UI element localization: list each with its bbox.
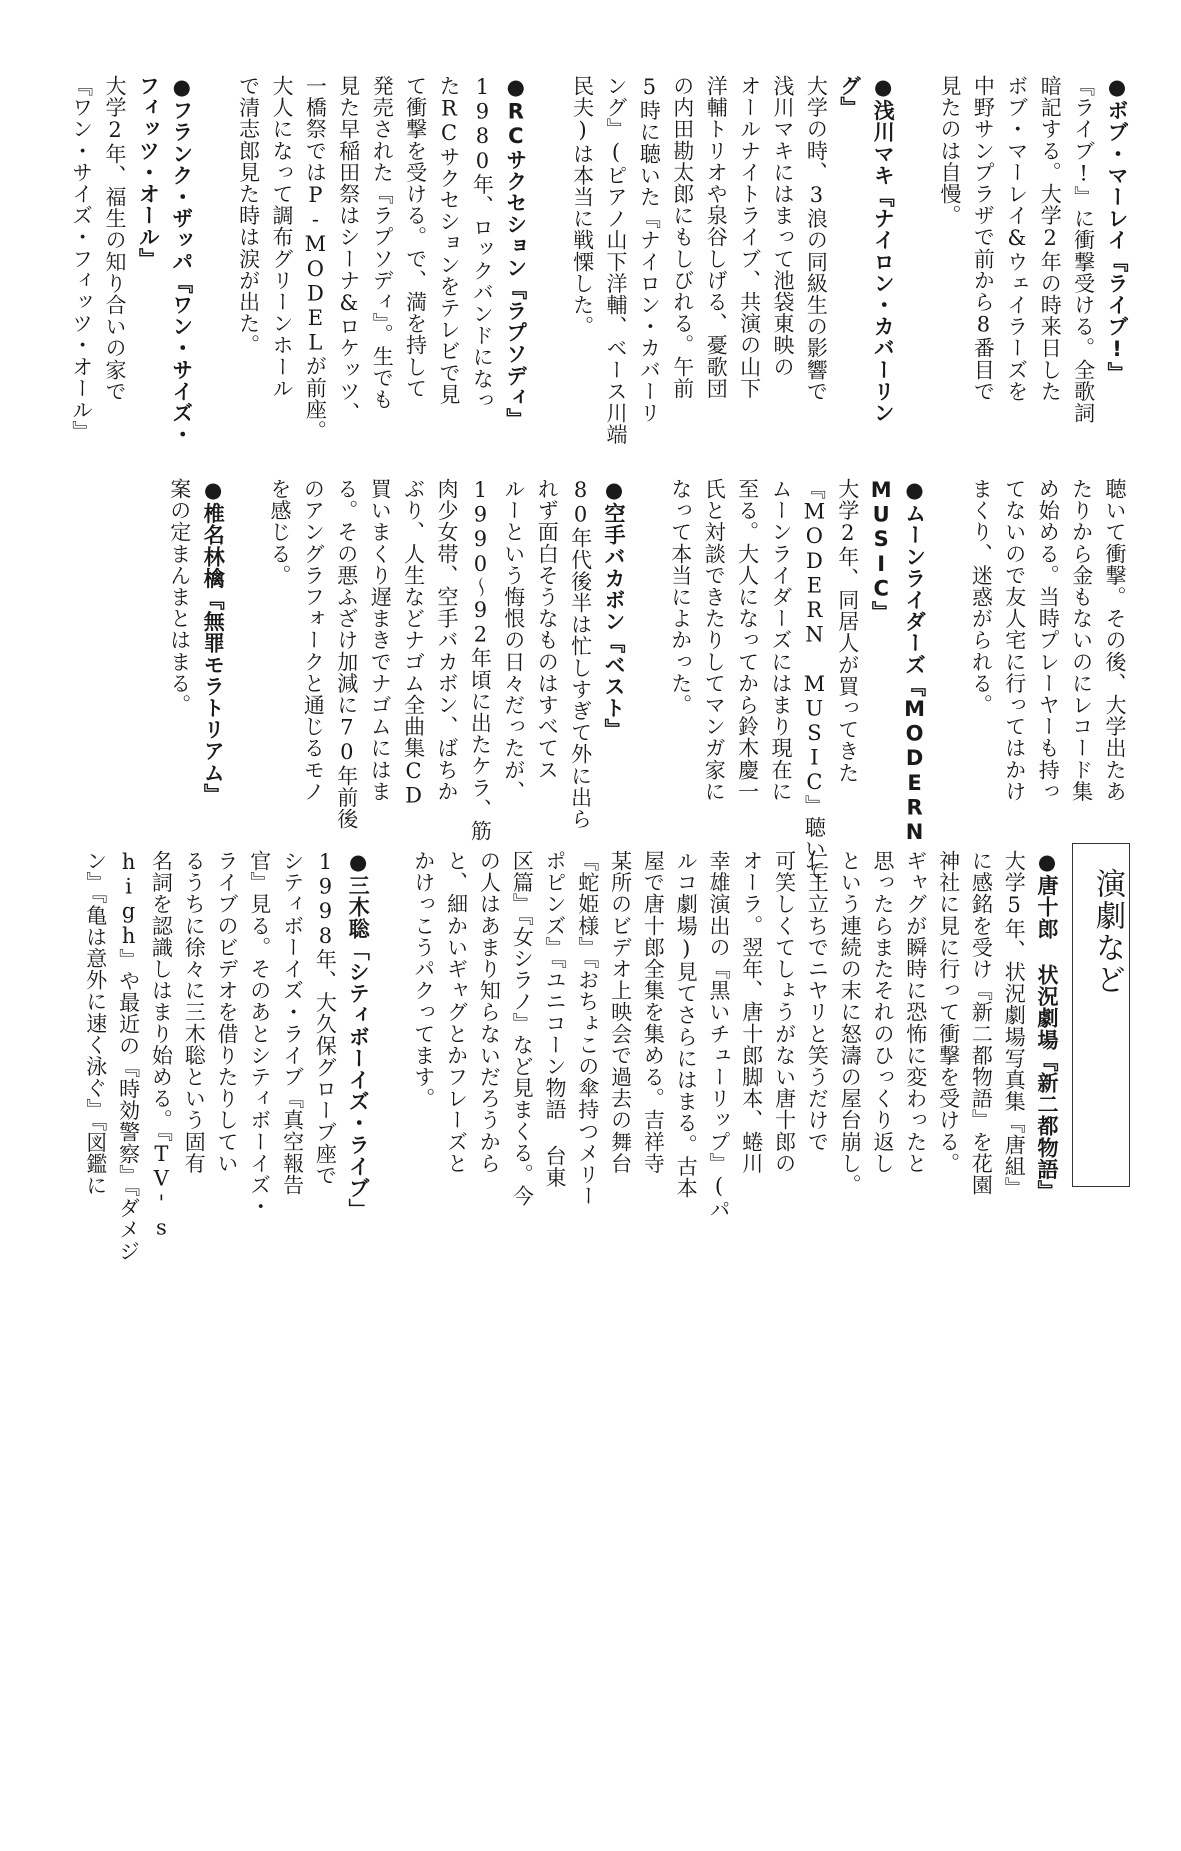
text-column: ぶり、人生などナゴム全曲集CD (401, 478, 426, 808)
article-heading: ●唐十郎 状況劇場『新二都物語』 (1035, 850, 1059, 1202)
text-column: という連続の末に怒濤の屋台崩し。 (838, 850, 863, 1196)
text-column: る。その悪ふざけ加減に70年前後 (334, 478, 359, 830)
text-column: 暗記する。大学2年の時来日した (1038, 75, 1063, 402)
text-column: るうちに徐々に三木聡という固有 (182, 850, 207, 1174)
text-column: 幸雄演出の『黒いチューリップ』(パ (707, 850, 731, 1221)
text-column: 案の定まんまとはまる。 (167, 478, 192, 716)
text-column: 屋で唐十郎全集を集める。吉祥寺 (641, 850, 666, 1174)
text-column: 1990〜92年頃に出たケラ、筋 (468, 478, 493, 842)
text-column: 官』見る。そのあとシティボーイズ・ (247, 850, 272, 1218)
text-column: に感銘を受け『新二都物語』を花園 (969, 850, 994, 1196)
article-heading: ●空手バカボン『ベスト』 (602, 478, 626, 741)
text-column: なって本当によかった。 (668, 478, 693, 716)
text-column: たRCサクセションをテレビで見 (437, 75, 461, 405)
text-column: 氏と対談できたりしてマンガ家に (702, 478, 727, 802)
article-heading: ●椎名林檎『無罪モラトリアム』 (201, 478, 226, 805)
text-column: 80年代後半は忙しすぎて外に出ら (568, 478, 593, 830)
text-column: オーラ。翌年、唐十郎脚本、蜷川 (739, 850, 764, 1174)
article-heading: フィッツ・オール』 (136, 75, 161, 270)
text-column: 大人になって調布グリーンホール (270, 75, 294, 399)
article-heading: ●フランク・ザッパ『ワン・サイズ・ (169, 75, 194, 446)
text-column: まくり、迷惑がられる。 (969, 478, 994, 716)
text-column: 5時に聴いた『ナイロン・カバーリ (637, 75, 662, 424)
text-column: 聴いて衝撃。その後、大学出たあ (1103, 478, 1127, 802)
text-column: ン』『亀は意外に速く泳ぐ』『図鑑に (83, 850, 108, 1197)
article-heading: ●三木聡「シティボーイズ・ライブ」 (346, 850, 371, 1221)
text-column: 民夫)は本当に戦慄した。 (570, 75, 595, 338)
text-column: 中野サンプラザで前から8番目で (971, 75, 996, 402)
text-column: 某所のビデオ上映会で過去の舞台 (608, 850, 633, 1174)
text-column: 一橋祭ではP-MODELが前座。 (303, 75, 328, 442)
text-tier-top (0, 75, 1181, 446)
text-column: ムーンライダーズにはまり現在に (769, 478, 793, 802)
article-heading: ●浅川マキ『ナイロン・カバーリン (871, 75, 896, 424)
text-column: 肉少女帯、空手バカボン、ばちか (435, 478, 459, 802)
text-column: 買いまくり遅まきでナゴムにはま (368, 478, 393, 802)
text-column: て衝撃を受ける。で、満を持して (403, 75, 428, 399)
text-column: 発売された『ラプソディ』。生でも (370, 75, 395, 411)
text-column: のアングラフォークと通じるモノ (301, 478, 326, 802)
text-column: てないので友人宅に行ってはかけ (1002, 478, 1027, 802)
article-heading: ●RCサクセション『ラプソディ』 (503, 75, 528, 430)
text-column: オールナイトライブ、共演の山下 (737, 75, 762, 399)
section-heading: 演劇など (1090, 868, 1125, 996)
text-column: 洋輔トリオや泉谷しげる、憂歌団 (704, 75, 729, 399)
text-column: ライブのビデオを借りたりしてい (215, 850, 239, 1174)
text-column: 『蛇姫様』『おちょこの傘持つメリー (575, 850, 600, 1207)
text-column: 大学2年、福生の知り合いの家で (103, 75, 127, 402)
text-column: 見た早稲田祭はシーナ&ロケッツ、 (336, 75, 361, 424)
text-column: high』や最近の『時効警察』『ダメジ (116, 850, 141, 1262)
text-column: で清志郎見た時は涙が出た。 (236, 75, 261, 356)
article-heading: ●ムーンライダーズ『MODERN (902, 478, 927, 845)
text-column: ルコ劇場)見てさらにはまる。古本 (674, 850, 699, 1199)
text-column: 名詞を認識しはまり始める。『TV's (149, 850, 174, 1241)
text-column: め始める。当時プレーヤーも持っ (1036, 478, 1061, 802)
text-column: ング』(ピアノ山下洋輔、ベース川端 (604, 75, 628, 446)
text-column: かけっこうパクってます。 (411, 850, 436, 1110)
text-column: ボブ・マーレイ&ウェイラーズを (1004, 75, 1029, 402)
text-column: れず面白そうなものはすべてス (535, 478, 560, 781)
text-column: 可笑しくてしょうがない唐十郎の (772, 850, 797, 1174)
text-column: 仁王立ちでニヤリと笑うだけで (805, 850, 830, 1153)
text-tier-middle (0, 478, 1181, 882)
text-column: 神社に見に行って衝撃を受ける。 (936, 850, 961, 1174)
section-heading-box (1072, 843, 1130, 1187)
text-column: たりから金もないのにレコード集 (1069, 478, 1094, 802)
text-column: ポピンズ』『ユニコーン物語 台東 (543, 850, 567, 1189)
text-column: 1998年、大久保グローブ座で (313, 850, 338, 1186)
text-column: 浅川マキにはまって池袋東映の (771, 75, 795, 378)
text-column: シティボーイズ・ライブ『真空報告 (280, 850, 305, 1196)
text-column: 1980年、ロックバンドになっ (470, 75, 495, 411)
text-column: を感じる。 (268, 478, 292, 586)
text-column: と、細かいギャグとかフレーズと (444, 850, 469, 1174)
article-heading: グ』 (837, 75, 862, 119)
text-column: 区篇』『女シラノ』など見まくる。今 (510, 850, 535, 1207)
text-column: の人はあまり知らないだろうから (477, 850, 502, 1174)
text-column: 『ライブ!』に衝撃受ける。全歌詞 (1071, 75, 1096, 424)
text-column: ルーという悔恨の日々だったが、 (501, 478, 526, 802)
text-column: の内田勘太郎にもしびれる。午前 (670, 75, 695, 399)
article-heading: ●ボブ・マーレイ『ライブ!』 (1105, 75, 1129, 384)
text-column: 至る。大人になってから鈴木慶一 (735, 478, 760, 802)
text-tier-bottom (0, 850, 1181, 1262)
text-column: 大学5年、状況劇場写真集『唐組』 (1002, 850, 1027, 1199)
text-column: 『ワン・サイズ・フィッツ・オール』 (69, 75, 94, 443)
text-column: ギャグが瞬時に恐怖に変わったと (903, 850, 928, 1174)
text-column: 思ったらまたそれのひっくり返し (871, 850, 895, 1174)
article-heading: MUSIC』 (869, 478, 894, 623)
text-column: 大学2年、同居人が買ってきた (835, 478, 860, 784)
text-column: 大学の時、3浪の同級生の影響で (804, 75, 829, 402)
text-column: 見たのは自慢。 (938, 75, 962, 227)
text-column: 『MODERN MUSIC』聴いて (802, 478, 827, 882)
